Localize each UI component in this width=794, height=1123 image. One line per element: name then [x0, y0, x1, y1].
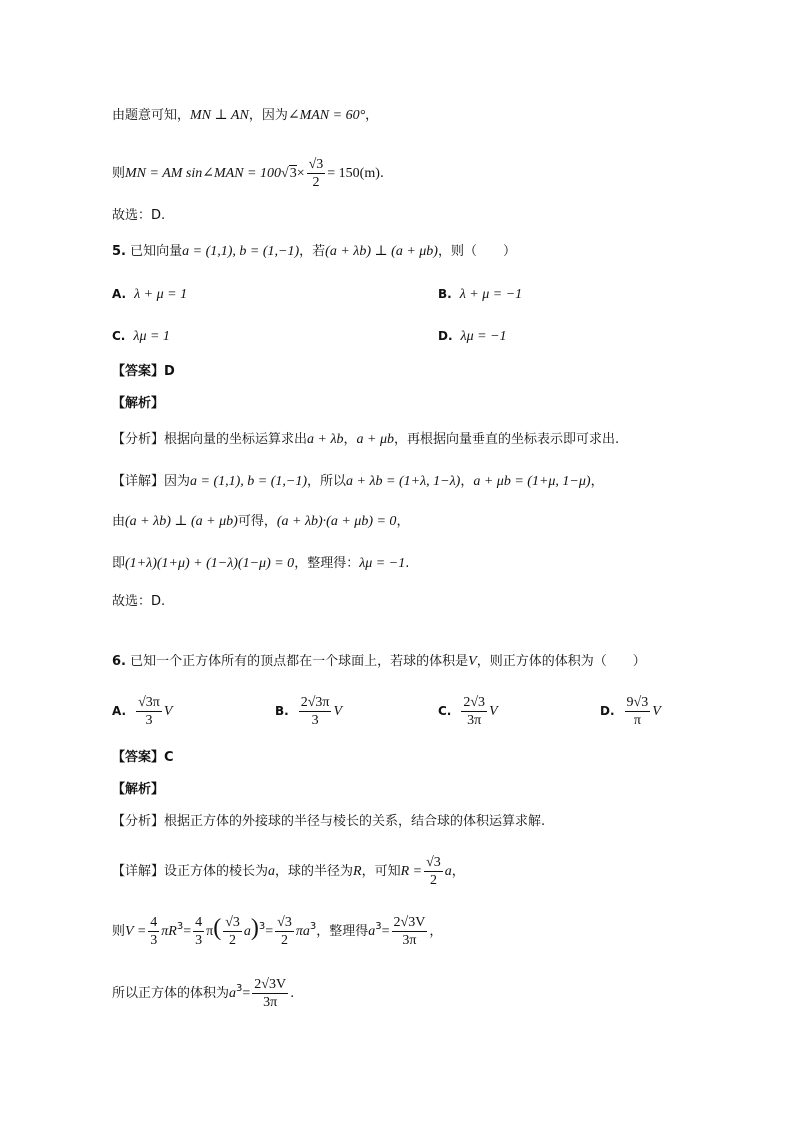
- math-expression: (1+λ)(1+μ) + (1−λ)(1−μ) = 0: [125, 556, 295, 571]
- math-expression: a = (1,1), b = (1,−1): [190, 474, 308, 489]
- times-sign: ×: [296, 166, 305, 181]
- question-number: 6.: [112, 654, 126, 669]
- q6-fenxi: 【分析】根据正方体的外接球的半径与棱长的关系，结合球的体积运算求解.: [112, 814, 546, 829]
- q6-option-a: A. $\frac{√3\pi}{3}$ V: [112, 695, 173, 728]
- text: ，则（ ）: [437, 244, 516, 259]
- math-expression: MN = AM sin∠MAN = 100: [125, 166, 281, 181]
- q5-option-c: C. λμ = 1: [112, 329, 170, 344]
- math-expression: (a + λb)·(a + μb) = 0: [276, 514, 397, 529]
- sqrt-radicand: 3: [289, 166, 297, 181]
- text: ，再根据向量垂直的坐标表示即可求出.: [394, 432, 620, 447]
- text-line-3: [112, 206, 165, 226]
- math-expression: a = (1,1), b = (1,−1): [182, 244, 300, 259]
- q6-volume-equation: 则V = $\frac{4}{3}$ $\pi R^3=$ $\frac{4}{3}$ π( $\frac{√3}{2}$ a)$^3$= $\frac{√3}{2}$ $\pi a^3$，整理得$a^3=$ $\frac{2√3V}{3\pi}$ ，: [112, 915, 443, 948]
- text-line-1: [112, 106, 378, 126]
- math-expression: a + μb = (1+μ, 1−μ): [473, 474, 591, 489]
- text: 已知向量: [130, 244, 183, 259]
- text: ，则正方体的体积为（ ）: [476, 654, 646, 669]
- q5-conclusion: 故选：D.: [112, 594, 166, 609]
- q5-simplify: 即(1+λ)(1+μ) + (1−λ)(1−μ) = 0，整理得：λμ = −1.: [112, 556, 410, 571]
- q5-xiangjie: 【详解】因为a = (1,1), b = (1,−1)，所以a + λb = (1+λ, 1−λ)，a + μb = (1+μ, 1−μ)，: [112, 474, 604, 489]
- question-5-stem: [112, 242, 516, 262]
- math-expression: ∠MAN = 60°: [287, 108, 366, 123]
- question-number: 5.: [112, 244, 126, 259]
- q6-option-b: B. $\frac{2√3\pi}{3}$ V: [275, 695, 343, 728]
- q5-answer: 【答案】D: [112, 364, 175, 379]
- math-expression: a + λb = (1+λ, 1−λ): [346, 474, 461, 489]
- q5-option-d: D. λμ = −1: [438, 329, 507, 344]
- text: ，: [365, 108, 379, 123]
- math-expression: = 150(m): [327, 166, 380, 181]
- text-line-2: 则MN = AM sin∠MAN = 100√3× $\frac{√3}{2}$ = 150(m).: [112, 157, 385, 190]
- text: 【详解】因为: [112, 474, 191, 489]
- text: 【分析】根据向量的坐标运算求出: [112, 432, 308, 447]
- q5-derivation: 由(a + λb) ⊥ (a + μb)可得，(a + λb)·(a + μb) = 0，: [112, 514, 410, 529]
- q5-option-a: A. λ + μ = 1: [112, 287, 188, 302]
- text: 则: [112, 166, 126, 181]
- q6-option-c: C. $\frac{2√3}{3\pi}$ V: [438, 695, 498, 728]
- q6-analysis-heading: 【解析】: [112, 782, 165, 797]
- math-expression: MN ⊥ AN: [190, 108, 249, 123]
- q6-option-d: D. $\frac{9√3}{\pi}$ V: [600, 695, 661, 728]
- math-expression: (a + λb) ⊥ (a + μb): [325, 244, 438, 259]
- q5-fenxi: 【分析】根据向量的坐标运算求出a + λb，a + μb，再根据向量垂直的坐标表示即可求出.: [112, 432, 620, 447]
- math-expression: a + λb: [307, 432, 344, 447]
- text: 由题意可知，: [112, 108, 191, 123]
- text: ，因为: [248, 108, 288, 123]
- text: 已知一个正方体所有的顶点都在一个球面上，若球的体积是: [130, 654, 469, 669]
- math-variable: V: [468, 654, 477, 669]
- math-expression: a + μb: [356, 432, 395, 447]
- q6-final: 所以正方体的体积为$a^3=$ $\frac{2√3V}{3\pi}$ .: [112, 977, 295, 1010]
- math-expression: λμ = −1: [359, 556, 406, 571]
- q6-answer: 【答案】C: [112, 750, 174, 765]
- q5-option-b: B. λ + μ = −1: [438, 287, 523, 302]
- q6-xiangjie: 【详解】设正方体的棱长为a，球的半径为R，可知R = $\frac{√3}{2}$ a，: [112, 855, 465, 888]
- fraction: $\frac{√3}{2}$: [308, 157, 324, 190]
- question-6-stem: [112, 652, 646, 672]
- text: 故选：D.: [112, 208, 166, 223]
- q5-analysis-heading: 【解析】: [112, 396, 165, 411]
- math-expression: (a + λb) ⊥ (a + μb): [125, 514, 238, 529]
- text: ，若: [299, 244, 326, 259]
